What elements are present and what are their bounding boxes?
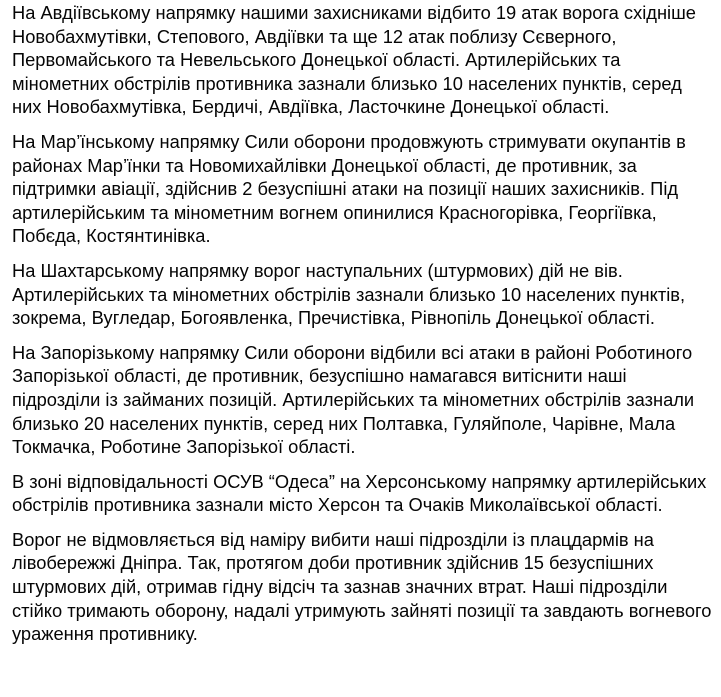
paragraph-shakhtarske: На Шахтарському напрямку ворог наступальних (штурмових) дій не вів. Артилерійських та мінометних обстрілів зазнали близько 10 населених пунктів, зокрема, Вугледар, Богоявленка, Пречистівка, Рівнопіль Донецької області. — [12, 259, 686, 329]
paragraph-avdiivka: На Авдіївському напрямку нашими захисниками відбито 19 атак ворога східніше Новобахмутівки, Степового, Авдіївки та ще 12 атак поблизу Сєверного, Первомайського та Невельського Донецької області. Артилерійських та мінометних обстрілів противника зазнали близько 10 населених пунктів, серед них Новобахмутівка, Бердичі, Авдіївка, Ласточкине Донецької області. — [12, 2, 696, 118]
paragraph-dnipro-left-bank: Ворог не відмовляється від наміру вибити наші підрозділи із плацдармів на лівобережжі Дніпра. Так, протягом доби противник здійснив 15 безуспішних штурмових дій, отримав гідну відсіч та зазнав значних втрат. Наші підрозділи стійко тримають оборону, надалі утримують зайняті позиції та завдають вогневого ураження противнику. — [12, 528, 712, 645]
paragraph-marinka: На Мар’їнському напрямку Сили оборони продовжують стримувати окупантів в районах Мар’їнки та Новомихайлівки Донецької області, де противник, за підтримки авіації, здійснив 2 безуспішні атаки на позиції наших захисників. Під артилерійським та мінометним вогнем опинилися Красногорівка, Георгіївка, Побєда, Костянтинівка. — [12, 130, 686, 247]
paragraph-odesa-kherson: В зоні відповідальності ОСУВ “Одеса” на Херсонському напрямку артилерійських обстрілів противника зазнали місто Херсон та Очаків Миколаївської області. — [12, 470, 707, 516]
paragraph-zaporizhzhia: На Запорізькому напрямку Сили оборони відбили всі атаки в районі Роботиного Запорізької області, де противник, безуспішно намагався витіснити наші підрозділи із займаних позицій. Артилерійських та мінометних обстрілів зазнали близько 20 населених пунктів, серед них Полтавка, Гуляйполе, Чарівне, Мала Токмачка, Роботине Запорізької області. — [12, 341, 695, 458]
